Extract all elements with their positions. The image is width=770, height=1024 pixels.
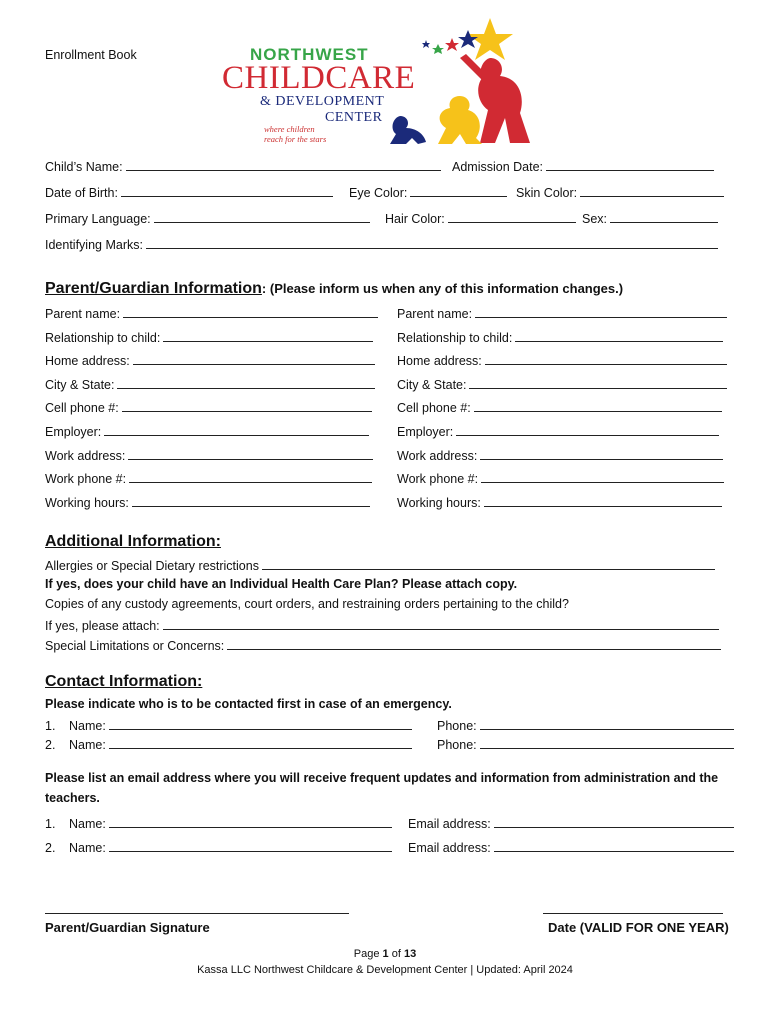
parent-field-label: City & State: [45, 378, 115, 392]
parent-1-field-1[interactable] [163, 329, 373, 342]
parent-field-row [45, 329, 373, 345]
parent-1-field-4[interactable] [122, 399, 372, 412]
parent-field-row [45, 376, 375, 392]
parent-1-field-7[interactable] [129, 470, 372, 483]
admission-date-row [452, 158, 714, 174]
page-number: 1 [382, 948, 389, 960]
emergency-contact-row [45, 717, 412, 733]
parent-2-field-1[interactable] [515, 329, 723, 342]
attach-field[interactable] [163, 617, 719, 630]
parent-2-field-2[interactable] [485, 352, 727, 365]
parent-1-field-5[interactable] [104, 423, 369, 436]
hair-color-label: Hair Color: [385, 212, 445, 226]
identifying-marks-field[interactable] [146, 236, 718, 249]
parent-field-row [397, 305, 727, 321]
parent-field-label: City & State: [397, 378, 467, 392]
logo-line-development: & DEVELOPMENT [260, 94, 385, 109]
parent-2-field-4[interactable] [474, 399, 722, 412]
parent-field-row [45, 352, 375, 368]
limitations-row [45, 637, 721, 653]
parent-2-field-3[interactable] [469, 376, 727, 389]
email-address-row [408, 839, 734, 855]
parent-field-row [45, 447, 373, 463]
email-address-label: Email address: [408, 817, 491, 831]
signature-date-label: Date (VALID FOR ONE YEAR) [548, 920, 729, 935]
identifying-marks-row [45, 236, 718, 252]
child-name-field[interactable] [126, 158, 441, 171]
list-number: 1. [45, 719, 56, 733]
language-field[interactable] [154, 210, 370, 223]
star-icon [445, 38, 459, 51]
parent-2-field-7[interactable] [481, 470, 724, 483]
list-number: 2. [45, 738, 56, 752]
parent-field-row [397, 470, 724, 486]
page-of: of [391, 948, 401, 960]
parent-field-row [397, 352, 727, 368]
emergency-phone-row [437, 717, 734, 733]
email-name-field-1[interactable] [109, 815, 392, 828]
star-icon [458, 30, 478, 48]
emergency-name-label: Name: [69, 738, 106, 752]
parent-field-label: Employer: [45, 425, 102, 439]
email-name-label: Name: [69, 817, 106, 831]
emergency-contact-row [45, 736, 412, 752]
custody-question: Copies of any custody agreements, court orders, and restraining orders pertaining to the child? [45, 597, 569, 611]
email-contact-row [45, 815, 392, 831]
email-instruction-2: teachers. [45, 791, 100, 805]
list-number: 2. [45, 841, 56, 855]
sex-row [582, 210, 718, 226]
limitations-field[interactable] [227, 637, 721, 650]
dob-field[interactable] [121, 184, 333, 197]
email-address-label: Email address: [408, 841, 491, 855]
parent-field-label: Work phone #: [397, 472, 479, 486]
allergies-field[interactable] [262, 557, 715, 570]
emergency-instruction: Please indicate who is to be contacted first in case of an emergency. [45, 697, 452, 711]
star-icon [422, 40, 430, 48]
eye-color-field[interactable] [410, 184, 507, 197]
page-prefix: Page [353, 948, 380, 960]
eye-color-row [349, 184, 507, 200]
dob-label: Date of Birth: [45, 186, 118, 200]
parent-field-row [45, 399, 372, 415]
signature-line[interactable] [45, 901, 349, 914]
parent-1-field-3[interactable] [117, 376, 375, 389]
parent-heading-title: Parent/Guardian Information [45, 280, 262, 297]
parent-field-label: Home address: [397, 354, 482, 368]
emergency-phone-label: Phone: [437, 738, 477, 752]
logo-line-center: CENTER [325, 110, 383, 125]
email-name-label: Name: [69, 841, 106, 855]
parent-field-row [397, 376, 727, 392]
emergency-name-field-1[interactable] [109, 717, 412, 730]
page-indicator [0, 948, 770, 960]
emergency-phone-field-2[interactable] [480, 736, 734, 749]
parent-field-row [45, 470, 372, 486]
skin-color-field[interactable] [580, 184, 724, 197]
parent-field-label: Work address: [397, 449, 478, 463]
parent-field-label: Employer: [397, 425, 454, 439]
parent-1-field-2[interactable] [133, 352, 375, 365]
parent-field-row [45, 423, 369, 439]
dob-row [45, 184, 333, 200]
skin-color-row [516, 184, 724, 200]
emergency-phone-row [437, 736, 734, 752]
parent-field-label: Home address: [45, 354, 130, 368]
parent-1-field-8[interactable] [132, 494, 370, 507]
emergency-phone-field-1[interactable] [480, 717, 734, 730]
parent-1-field-0[interactable] [123, 305, 378, 318]
allergies-row [45, 557, 715, 573]
hair-color-field[interactable] [448, 210, 576, 223]
logo-tagline-1: where children [264, 124, 315, 134]
parent-field-label: Work phone #: [45, 472, 127, 486]
language-label: Primary Language: [45, 212, 151, 226]
attach-label: If yes, please attach: [45, 619, 160, 633]
page-total: 13 [403, 948, 417, 960]
parent-field-row [397, 423, 719, 439]
star-icon [432, 44, 444, 54]
language-row [45, 210, 370, 226]
parent-field-row [45, 494, 370, 510]
parent-field-label: Cell phone #: [45, 401, 119, 415]
email-name-field-2[interactable] [109, 839, 392, 852]
admission-date-label: Admission Date: [452, 160, 544, 174]
parent-field-row [397, 399, 722, 415]
parent-field-label: Relationship to child: [397, 331, 513, 345]
parent-field-label: Working hours: [397, 496, 481, 510]
logo-line-childcare: CHILDCARE [222, 60, 416, 96]
parent-section-heading [45, 280, 623, 298]
parent-1-field-6[interactable] [128, 447, 373, 460]
signature-label: Parent/Guardian Signature [45, 920, 210, 935]
additional-heading: Additional Information: [45, 533, 221, 550]
contact-heading: Contact Information: [45, 673, 203, 690]
eye-color-label: Eye Color: [349, 186, 408, 200]
logo-tagline-2: reach for the stars [264, 134, 327, 144]
child-figure-yellow [438, 96, 482, 144]
parent-field-row [397, 494, 722, 510]
child-name-label: Child’s Name: [45, 160, 123, 174]
email-address-field-2[interactable] [494, 839, 734, 852]
emergency-phone-label: Phone: [437, 719, 477, 733]
baby-figure-navy [390, 116, 426, 144]
logo-line-northwest: NORTHWEST [250, 45, 369, 64]
emergency-name-label: Name: [69, 719, 106, 733]
parent-field-row [397, 329, 723, 345]
parent-field-label: Cell phone #: [397, 401, 471, 415]
parent-heading-note: : (Please inform us when any of this information changes.) [261, 281, 624, 296]
book-title: Enrollment Book [45, 48, 137, 62]
parent-field-label: Relationship to child: [45, 331, 161, 345]
parent-2-field-0[interactable] [475, 305, 727, 318]
email-instruction-1: Please list an email address where you will receive frequent updates and information from administration and the [45, 771, 719, 785]
hair-color-row [385, 210, 576, 226]
email-address-row [408, 815, 734, 831]
sex-field[interactable] [610, 210, 718, 223]
admission-date-field[interactable] [546, 158, 714, 171]
allergies-label: Allergies or Special Dietary restrictions [45, 559, 259, 573]
list-number: 1. [45, 817, 56, 831]
skin-color-label: Skin Color: [516, 186, 578, 200]
health-plan-question: If yes, does your child have an Individual Health Care Plan? Please attach copy. [45, 577, 518, 591]
emergency-name-field-2[interactable] [109, 736, 412, 749]
identifying-marks-label: Identifying Marks: [45, 238, 143, 252]
parent-field-label: Parent name: [397, 307, 473, 321]
parent-field-label: Work address: [45, 449, 126, 463]
parent-2-field-8[interactable] [484, 494, 722, 507]
child-name-row [45, 158, 441, 174]
footer-company-line: Kassa LLC Northwest Childcare & Development Center | Updated: April 2024 [197, 964, 573, 976]
attach-row [45, 617, 719, 633]
sex-label: Sex: [582, 212, 608, 226]
parent-2-field-6[interactable] [480, 447, 723, 460]
limitations-label: Special Limitations or Concerns: [45, 639, 225, 653]
parent-field-label: Working hours: [45, 496, 129, 510]
email-contact-row [45, 839, 392, 855]
parent-field-row [45, 305, 378, 321]
parent-field-row [397, 447, 723, 463]
parent-2-field-5[interactable] [456, 423, 719, 436]
company-logo [220, 18, 550, 148]
signature-date-line[interactable] [543, 901, 723, 914]
parent-field-label: Parent name: [45, 307, 121, 321]
email-address-field-1[interactable] [494, 815, 734, 828]
